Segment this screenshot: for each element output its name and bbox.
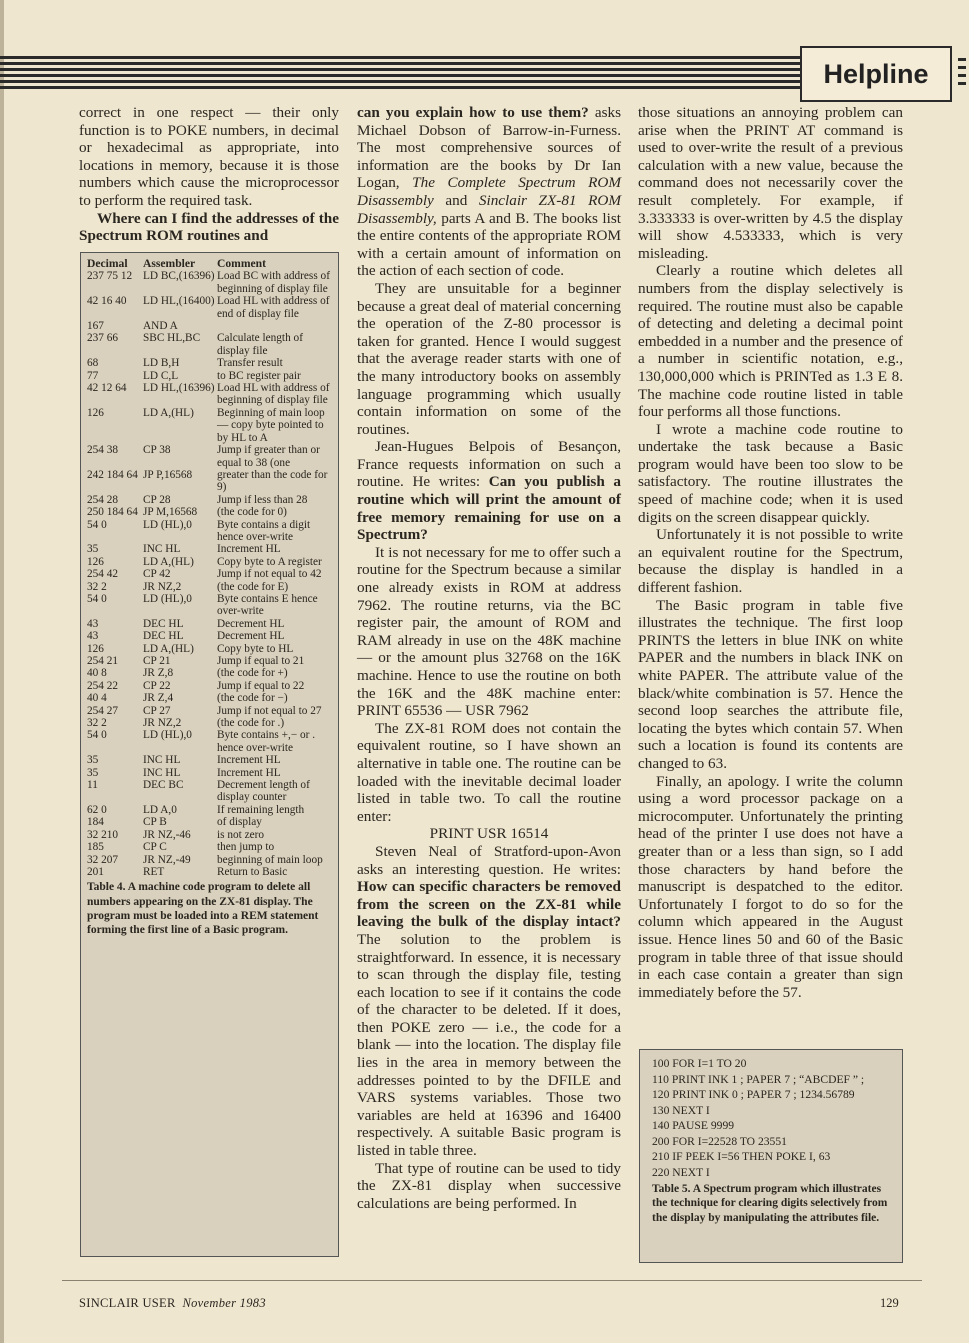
- table-5-caption: Table 5. A Spectrum program which illustrates the technique for clearing digits selectively from the display by manipulating the attributes file.: [652, 1183, 888, 1224]
- table-cell-com: Increment HL: [217, 754, 281, 767]
- table-cell-dec: 62 0: [87, 803, 107, 816]
- table-cell-dec: 201: [87, 865, 104, 878]
- table-cell-com: greater than the code for 9): [217, 468, 328, 494]
- col1-question-start: Where can I find the addresses of the Spectrum ROM routines and: [79, 209, 339, 245]
- table-cell-com: Increment HL: [217, 543, 281, 556]
- table-cell-dec: 254 38: [87, 444, 119, 457]
- table-cell-dec: 40 8: [87, 667, 107, 680]
- table-cell-com: Load BC with address of beginning of display file: [217, 270, 330, 295]
- table-row: [87, 643, 333, 655]
- table-cell-asm: CP B: [143, 816, 167, 829]
- edge-rule-mark: [952, 56, 969, 92]
- table-cell-com: [217, 320, 333, 332]
- program-line: 200 FOR I=22528 TO 23551: [652, 1134, 787, 1148]
- table-4-header-comment: Comment: [217, 257, 266, 270]
- table-row: [87, 816, 333, 828]
- table-cell-asm: CP 22: [143, 679, 171, 692]
- table-cell-asm: INC HL: [143, 543, 181, 556]
- table-cell-asm: LD A,(HL): [143, 406, 194, 419]
- section-title-text: Helpline: [823, 58, 929, 89]
- table-cell-dec: 68: [87, 357, 99, 370]
- footer-rule: [62, 1280, 922, 1281]
- table-cell-asm: LD A,(HL): [143, 642, 194, 655]
- table-row: [87, 506, 333, 518]
- table-row: [87, 581, 333, 593]
- table-cell-dec: 126: [87, 642, 104, 655]
- table-cell-dec: 242 184 64: [87, 468, 138, 481]
- table-4-body: [87, 270, 333, 878]
- table-cell-dec: 126: [87, 555, 104, 568]
- table-4-caption: Table 4. A machine code program to delete all numbers appearing on the ZX-81 display. The program must be loaded into a REM statement forming the first line of a Basic program.: [87, 881, 319, 937]
- col2-paragraph-4: It is not necessary for me to offer such a routine for the Spectrum because a similar one already exists in ROM at address 7962. The routine returns, via the BC register pair, the amount of ROM and RAM already in use on the 48K machine — or the amount plus 32768 on the 16K machine. Hence to use the routine on both the 16K and the 48K machine enter: PRINT 65536 — USR 7962: [357, 543, 621, 720]
- table-cell-dec: 254 21: [87, 655, 119, 667]
- table-cell-asm: JR NZ,-49: [143, 853, 191, 866]
- table-cell-asm: LD BC,(16396): [143, 270, 215, 283]
- table-cell-dec: 184: [87, 816, 104, 829]
- table-cell-com: then jump to: [217, 841, 275, 854]
- table-cell-asm: LD HL,(16396): [143, 382, 215, 395]
- table-cell-com: beginning of main loop: [217, 853, 323, 866]
- table-cell-com: of display: [217, 816, 262, 829]
- table-cell-dec: 237 75 12: [87, 270, 133, 283]
- table-row: [87, 332, 333, 357]
- program-line: 130 NEXT I: [652, 1103, 710, 1117]
- table-row: [87, 407, 333, 444]
- table-cell-asm: LD HL,(16400): [143, 295, 215, 308]
- table-cell-asm: JR NZ,-46: [143, 828, 191, 841]
- table-cell-dec: 126: [87, 406, 104, 419]
- table-cell-asm: INC HL: [143, 766, 181, 779]
- table-cell-dec: 250 184 64: [87, 506, 138, 519]
- table-row: [87, 717, 333, 729]
- col2-paragraph-1: can you explain how to use them? asks Michael Dobson of Barrow-in-Furness. The most comprehensive sources of information are the books by Dr Ian Logan, The Complete Spectrum ROM Disassembly and Sinclair ZX-81 ROM Disassembly, parts A and B. The books list the entire contents of the appropriate ROM with a certain amount of information on the action of each section of code.: [357, 104, 622, 280]
- table-cell-asm: JR NZ,2: [143, 717, 182, 730]
- table-row: [87, 829, 333, 841]
- table-cell-com: Jump if less than 28: [217, 493, 308, 506]
- table-row: [87, 556, 333, 568]
- table-cell-asm: RET: [143, 865, 165, 878]
- table-cell-asm: LD (HL),0: [143, 518, 192, 531]
- table-row: [87, 804, 333, 816]
- col2-paragraph-2: They are unsuitable for a beginner because a great deal of material concerning the operation of the Z-80 processor is taken for granted. Hence I would suggest that the average reader starts with one of the many introductory books on assembly language programming which usually contain information on some of the routines.: [357, 279, 621, 438]
- table-cell-com: Copy byte to HL: [217, 642, 294, 655]
- program-line: 210 IF PEEK I=56 THEN POKE I, 63: [652, 1150, 831, 1163]
- table-row: [87, 866, 333, 878]
- table-cell-asm: CP 28: [143, 493, 171, 506]
- table-cell-dec: 167: [87, 320, 104, 333]
- program-line: 220 NEXT I: [652, 1165, 710, 1179]
- table-row: [87, 705, 333, 717]
- table-row: [87, 320, 333, 332]
- table-cell-dec: 54 0: [87, 729, 107, 742]
- table-cell-asm: LD C,L: [143, 369, 179, 382]
- program-line: 100 FOR I=1 TO 20: [652, 1057, 747, 1070]
- table-row: [87, 593, 333, 618]
- col2-paragraph-3: Jean-Hugues Belpois of Besançon, France requests information on such a routine. He writes: Can you publish a routine which will print the amount of free memory remaining for use on a Spectrum?: [357, 438, 621, 544]
- table-cell-dec: 185: [87, 841, 104, 854]
- table-row: [87, 494, 333, 506]
- table-row: [87, 568, 333, 580]
- table-cell-asm: JP P,16568: [143, 468, 193, 481]
- table-cell-dec: 42 12 64: [87, 382, 127, 395]
- table-cell-dec: 32 2: [87, 717, 107, 730]
- table-cell-asm: DEC BC: [143, 779, 184, 792]
- table-row: [87, 754, 333, 766]
- col1-paragraph-1: correct in one respect — their only function is to POKE numbers, in decimal or hexadecimal as appropriate, into locations in memory, because it is those numbers which cause the microprocessor to perform the required task.: [79, 104, 339, 209]
- table-cell-dec: 35: [87, 754, 99, 767]
- table-cell-dec: 32 2: [87, 580, 107, 593]
- table-cell-asm: CP C: [143, 841, 167, 854]
- table-cell-dec: 32 210: [87, 828, 119, 841]
- table-cell-com: (the code for .): [217, 717, 285, 730]
- table-cell-asm: CP 21: [143, 655, 171, 667]
- col2-command: PRINT USR 16514: [429, 825, 549, 843]
- table-cell-asm: LD (HL),0: [143, 592, 192, 605]
- table-cell-com: Jump if equal to 22: [217, 679, 305, 692]
- table-row: [87, 630, 333, 642]
- table-row: [87, 729, 333, 754]
- table-cell-asm: LD (HL),0: [143, 729, 192, 742]
- table-cell-com: (the code for E): [217, 580, 289, 593]
- col2-paragraph-5: The ZX-81 ROM does not contain the equivalent routine, so I have shown an alternative in table one. The routine can be loaded with the inevitable decimal loader listed in table two. To call the routine enter:: [357, 719, 621, 825]
- table-row: [87, 779, 333, 804]
- table-cell-dec: 54 0: [87, 518, 107, 531]
- table-row: [87, 357, 333, 369]
- table-cell-com: Load HL with address of end of display file: [217, 295, 330, 320]
- table-4-header-assembler: Assembler: [143, 257, 196, 270]
- table-cell-asm: LD A,(HL): [143, 555, 194, 568]
- table-cell-dec: 35: [87, 543, 99, 556]
- col2-paragraph-7: That type of routine can be used to tidy the ZX-81 display when successive calculations are being performed. In: [357, 1159, 621, 1212]
- table-row: [87, 841, 333, 853]
- table-cell-com: Decrement HL: [217, 617, 285, 630]
- col3-paragraph-4: Unfortunately it is not possible to write an equivalent routine for the Spectrum, because the display is handled in a different fashion.: [638, 526, 903, 597]
- table-cell-asm: DEC HL: [143, 617, 184, 630]
- table-row: [87, 370, 333, 382]
- footer-publication: SINCLAIR USER November 1983: [79, 1296, 266, 1310]
- table-row: [87, 667, 333, 679]
- table-cell-asm: INC HL: [143, 754, 181, 767]
- col3-paragraph-1: those situations an annoying problem can arise when the PRINT AT command is used to over-write the result of a previous calculation with a new value, because the command does not necessarily cover the result completely. For example, if 3.333333 is over-written by 4.5 the display will show 4.533333, which is very misleading.: [638, 104, 903, 262]
- table-row: [87, 444, 333, 469]
- table-cell-asm: DEC HL: [143, 630, 184, 643]
- col3-paragraph-2: Clearly a routine which deletes all numbers from the display selectively is required. The routine must also be capable of detecting and deleting a decimal point embedded in a number and the presence of a number in scientific notation, e.g., 130,000,000 which is PRINTed as 1.3 E 8. The machine code routine listed in table four performs all those functions.: [638, 262, 903, 421]
- table-row: [87, 854, 333, 866]
- col3-paragraph-6: Finally, an apology. I write the column using a word processor package on a microcomputer. Unfortunately the printing head of the printer I use does not have a greater than or a less than sign, so I add those characters by hand before the manuscript is despatched to the editor. Unfortunately I forgot to do so for the column which appeared in the August issue. Hence lines 50 and 60 of the Basic program in table three of that issue should in each case contain a greater than sign immediately before the 57.: [638, 772, 903, 1001]
- table-row: [87, 543, 333, 555]
- column-2: [357, 104, 621, 1212]
- table-4-grid: [87, 258, 333, 878]
- table-cell-dec: 254 22: [87, 679, 119, 692]
- table-cell-com: If remaining length: [217, 803, 305, 816]
- table-row: [87, 692, 333, 704]
- table-cell-dec: 11: [87, 779, 98, 792]
- table-cell-com: Copy byte to A register: [217, 555, 322, 568]
- table-cell-com: (the code for 0): [217, 506, 287, 519]
- table-cell-com: Decrement HL: [217, 630, 285, 643]
- table-cell-com: Decrement length of display counter: [217, 779, 310, 804]
- table-cell-com: Increment HL: [217, 766, 281, 779]
- table-cell-com: Return to Basic: [217, 865, 288, 878]
- table-cell-dec: 42 16 40: [87, 295, 127, 308]
- table-cell-asm: JR NZ,2: [143, 580, 182, 593]
- table-cell-asm: CP 38: [143, 444, 171, 457]
- table-cell-com: Jump if greater than or equal to 38 (one: [217, 444, 320, 469]
- table-row: [87, 519, 333, 544]
- program-line: 110 PRINT INK 1 ; PAPER 7 ; “ABCDEF ” ;: [652, 1072, 865, 1086]
- table-row: [87, 655, 333, 667]
- table-cell-com: Beginning of main loop — copy byte pointed to by HL to A: [217, 406, 325, 444]
- table-cell-asm: SBC HL,BC: [143, 332, 201, 345]
- table-cell-dec: 43: [87, 630, 99, 643]
- table-cell-com: Byte contains +,− or . hence over-write: [217, 729, 316, 754]
- table-cell-com: Calculate length of display file: [217, 332, 303, 357]
- table-5: [639, 1049, 903, 1263]
- table-row: [87, 295, 333, 320]
- table-cell-dec: 54 0: [87, 592, 107, 605]
- table-cell-dec: 237 66: [87, 332, 119, 345]
- column-3: [638, 104, 903, 1001]
- table-cell-asm: JR Z,8: [143, 667, 174, 680]
- table-cell-dec: 35: [87, 766, 99, 779]
- table-cell-asm: LD B,H: [143, 357, 180, 370]
- table-cell-com: Byte contains E hence over-write: [217, 592, 318, 618]
- table-cell-dec: 43: [87, 617, 99, 630]
- column-1: [79, 104, 339, 245]
- table-cell-dec: 254 42: [87, 568, 119, 581]
- page-binding-edge: [0, 0, 4, 1343]
- table-cell-asm: LD A,0: [143, 803, 177, 816]
- program-line: 120 PRINT INK 0 ; PAPER 7 ; 1234.56789: [652, 1088, 855, 1101]
- table-cell-com: Jump if equal to 21: [217, 655, 305, 667]
- section-title: [800, 46, 952, 102]
- table-cell-asm: AND A: [143, 320, 178, 333]
- table-cell-com: Load HL with address of beginning of display file: [217, 382, 330, 407]
- table-row: [87, 469, 333, 494]
- table-cell-com: to BC register pair: [217, 369, 301, 382]
- table-cell-com: Transfer result: [217, 357, 283, 370]
- table-cell-dec: 254 27: [87, 704, 119, 717]
- table-cell-asm: CP 42: [143, 568, 171, 581]
- table-row: [87, 270, 333, 295]
- col3-paragraph-5: The Basic program in table five illustrates the technique. The first loop PRINTS the letters in blue INK on white PAPER and the numbers in black INK on white PAPER. The attribute value of the black/white combination is 57. Hence the second loop searches the attribute file, locating the bytes which contain 57. When such a location is found its contents are changed to 63.: [638, 596, 903, 772]
- header-rules: [0, 56, 822, 92]
- col2-paragraph-6: Steven Neal of Stratford-upon-Avon asks an interesting question. He writes: How can specific characters be removed from the screen on the ZX-81 while leaving the bulk of the display intact? The solution to the problem is straightforward. In essence, it is necessary to scan through the display file, testing each location to see if it contains the code of the character to be deleted. If it does, then POKE zero — i.e., the code for a blank — into the location. The display file lies in the area in memory between the addresses pointed to by the DFILE and VARS systems variables. Those two variables are held at 16396 and 16400 respectively. A suitable Basic program is listed in table three.: [357, 842, 621, 1160]
- table-cell-dec: 32 207: [87, 853, 119, 866]
- table-row: [87, 382, 333, 407]
- table-cell-com: is not zero: [217, 828, 265, 841]
- table-cell-asm: CP 27: [143, 704, 171, 717]
- table-cell-com: (the code for −): [217, 692, 288, 705]
- table-cell-com: (the code for +): [217, 667, 288, 680]
- col3-paragraph-3: I wrote a machine code routine to undertake the task because a Basic program would have been too slow to be satisfactory. The routine illustrates the speed of machine code; when it is used digits on the screen disappear quickly.: [638, 420, 903, 526]
- table-row: [87, 680, 333, 692]
- table-4: [80, 252, 339, 1257]
- program-line: 140 PAUSE 9999: [652, 1119, 735, 1132]
- table-cell-dec: 77: [87, 369, 99, 382]
- table-cell-asm: JP M,16568: [143, 506, 198, 519]
- table-cell-com: Jump if not equal to 42: [217, 568, 322, 581]
- table-cell-dec: 40 4: [87, 692, 107, 705]
- table-cell-asm: JR Z,4: [143, 692, 174, 705]
- table-5-listing: [652, 1056, 894, 1180]
- table-cell-com: Jump if not equal to 27: [217, 704, 322, 717]
- table-row: [87, 767, 333, 779]
- table-cell-com: Byte contains a digit hence over-write: [217, 518, 311, 543]
- table-cell-dec: 254 28: [87, 493, 119, 506]
- table-4-header-decimal: Decimal: [87, 257, 128, 270]
- page-number: 129: [880, 1296, 899, 1310]
- table-row: [87, 618, 333, 630]
